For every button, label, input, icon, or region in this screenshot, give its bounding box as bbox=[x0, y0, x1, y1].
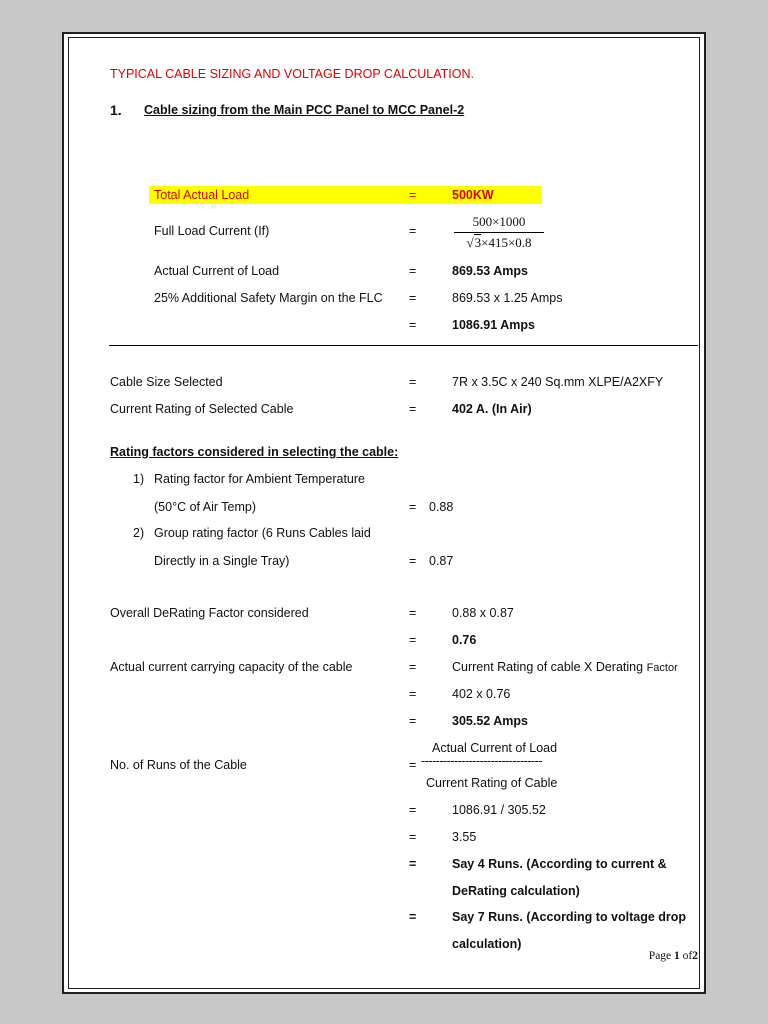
runs-value: 3.55 bbox=[452, 830, 477, 844]
cable-size-value: 7R x 3.5C x 240 Sq.mm XLPE/A2XFY bbox=[452, 375, 664, 389]
capacity-expr2: 402 x 0.76 bbox=[452, 687, 511, 701]
flc-label: Full Load Current (If) bbox=[154, 224, 270, 238]
factor2-line1: Group rating factor (6 Runs Cables laid bbox=[154, 526, 371, 540]
equals-sign: = bbox=[409, 910, 417, 924]
equals-sign: = bbox=[409, 714, 417, 728]
flc-denominator: √3×415×0.8 bbox=[466, 235, 532, 250]
page-total: 2 bbox=[692, 950, 698, 962]
document-title: TYPICAL CABLE SIZING AND VOLTAGE DROP CALCULATION. bbox=[110, 67, 474, 81]
document-page bbox=[62, 32, 706, 994]
equals-sign: = bbox=[409, 633, 417, 647]
equals-sign: = bbox=[409, 264, 417, 278]
say-4-runs-line1: Say 4 Runs. (According to current & bbox=[452, 857, 667, 871]
section-title: Cable sizing from the Main PCC Panel to MCC Panel-2 bbox=[144, 103, 465, 117]
section-number: 1. bbox=[110, 102, 122, 118]
equals-sign: = bbox=[409, 318, 417, 332]
equals-sign: = bbox=[409, 402, 417, 416]
equals-sign: = bbox=[409, 687, 417, 701]
capacity-value: 305.52 Amps bbox=[452, 714, 528, 728]
total-load-value: 500KW bbox=[452, 188, 494, 202]
equals-sign: = bbox=[409, 188, 417, 202]
say-4-runs-line2: DeRating calculation) bbox=[452, 884, 580, 898]
actual-current-value: 869.53 Amps bbox=[452, 264, 528, 278]
equals-sign: = bbox=[409, 758, 417, 772]
fraction-bar bbox=[454, 232, 544, 233]
say-7-runs-line1: Say 7 Runs. (According to voltage drop bbox=[452, 910, 687, 924]
derating-value: 0.76 bbox=[452, 633, 477, 647]
equals-sign: = bbox=[409, 554, 417, 568]
equals-sign: = bbox=[409, 830, 417, 844]
equals-sign: = bbox=[409, 291, 417, 305]
flc-den-rest: ×415×0.8 bbox=[481, 235, 532, 250]
runs-numerator: Actual Current of Load bbox=[432, 741, 558, 755]
runs-label: No. of Runs of the Cable bbox=[110, 758, 247, 772]
derating-expr: 0.88 x 0.87 bbox=[452, 606, 514, 620]
rating-factors-heading: Rating factors considered in selecting the cable: bbox=[110, 445, 399, 459]
equals-sign: = bbox=[409, 660, 417, 674]
capacity-expr-small: Factor bbox=[646, 662, 678, 674]
of-word: of bbox=[682, 950, 693, 962]
derating-label: Overall DeRating Factor considered bbox=[110, 606, 309, 620]
equals-sign: = bbox=[409, 606, 417, 620]
cable-rating-label: Current Rating of Selected Cable bbox=[110, 402, 294, 416]
safety-margin-label: 25% Additional Safety Margin on the FLC bbox=[154, 291, 383, 305]
factor2-value: 0.87 bbox=[429, 554, 454, 568]
sqrt-radicand: 3 bbox=[474, 235, 482, 250]
capacity-expr bbox=[452, 660, 678, 674]
say-7-runs-line2: calculation) bbox=[452, 937, 522, 951]
divider-line bbox=[109, 345, 698, 346]
flc-formula bbox=[454, 214, 544, 251]
capacity-label: Actual current carrying capacity of the cable bbox=[110, 660, 353, 674]
actual-current-label: Actual Current of Load bbox=[154, 264, 280, 278]
cable-rating-value: 402 A. (In Air) bbox=[452, 402, 532, 416]
page-footer bbox=[649, 950, 698, 962]
factor1-value: 0.88 bbox=[429, 500, 454, 514]
equals-sign: = bbox=[409, 224, 417, 238]
factor2-line2: Directly in a Single Tray) bbox=[154, 554, 290, 568]
runs-fraction-dashes: --------------------------------- bbox=[421, 754, 542, 768]
capacity-expr-main: Current Rating of cable X Derating bbox=[452, 660, 644, 674]
safety-margin-value: 869.53 x 1.25 Amps bbox=[452, 291, 563, 305]
cable-size-label: Cable Size Selected bbox=[110, 375, 223, 389]
runs-expr: 1086.91 / 305.52 bbox=[452, 803, 546, 817]
factor1-line1: Rating factor for Ambient Temperature bbox=[154, 472, 365, 486]
page-word: Page bbox=[648, 950, 672, 962]
page-number: 1 bbox=[674, 950, 680, 962]
equals-sign: = bbox=[409, 375, 417, 389]
factor2-number: 2) bbox=[133, 526, 145, 540]
total-load-label: Total Actual Load bbox=[154, 188, 250, 202]
final-current-value: 1086.91 Amps bbox=[452, 318, 535, 332]
equals-sign: = bbox=[409, 857, 417, 871]
runs-denominator: Current Rating of Cable bbox=[426, 776, 558, 790]
equals-sign: = bbox=[409, 803, 417, 817]
factor1-number: 1) bbox=[133, 472, 145, 486]
equals-sign: = bbox=[409, 500, 417, 514]
flc-numerator: 500×1000 bbox=[472, 214, 526, 229]
factor1-line2: (50°C of Air Temp) bbox=[154, 500, 257, 514]
